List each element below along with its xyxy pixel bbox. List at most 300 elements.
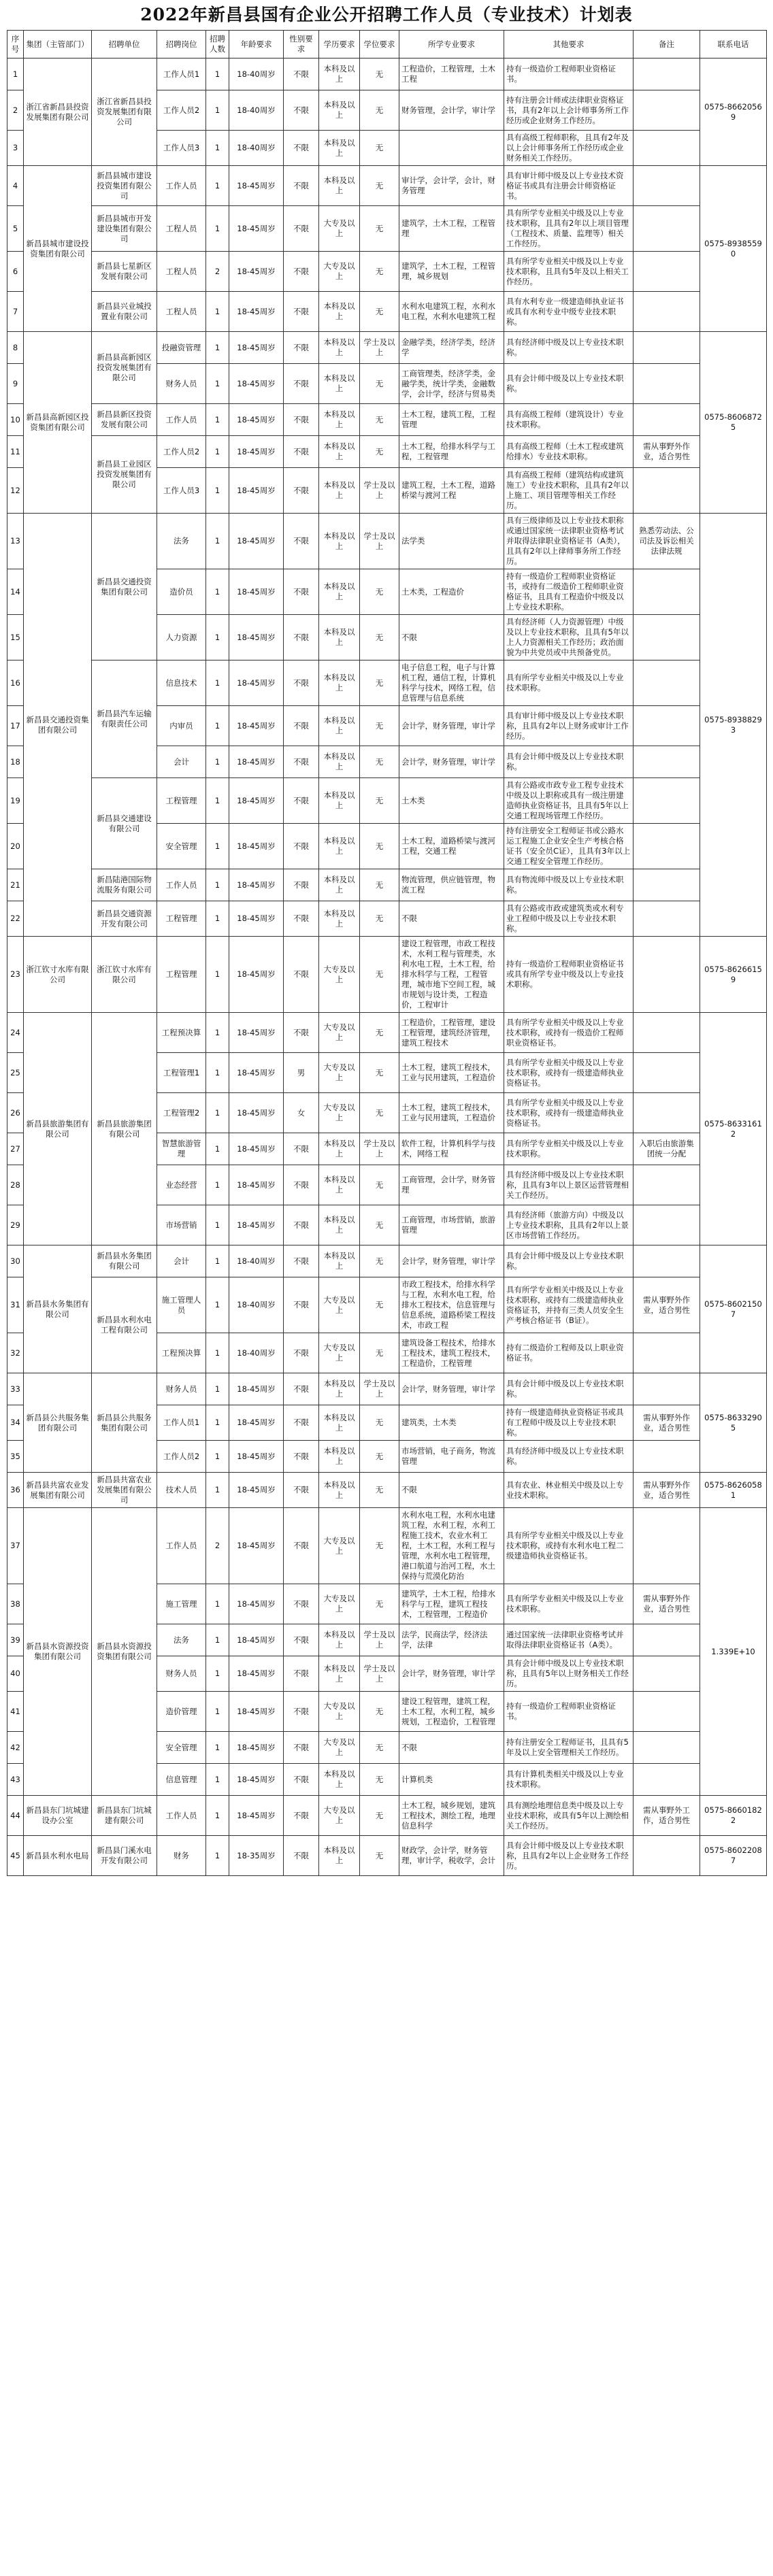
page-title: 2022年新昌县国有企业公开招聘工作人员（专业技术）计划表	[140, 5, 633, 24]
table-row	[7, 1796, 767, 1836]
degree-requirement: 无	[360, 901, 399, 937]
education-requirement: 本科及以上	[319, 436, 360, 468]
table-row	[7, 1473, 767, 1508]
education-requirement: 大专及以上	[319, 1093, 360, 1133]
row-number: 8	[7, 332, 24, 364]
major-requirement: 土木工程，给排水科学与工程，工程管理	[399, 436, 504, 468]
degree-requirement: 无	[360, 1796, 399, 1836]
other-requirement: 具有所学专业相关中级及以上专业技术职称，且具有5年及以上相关工作经历。	[504, 252, 634, 292]
age-requirement: 18-45周岁	[229, 746, 284, 778]
major-requirement: 法学类	[399, 514, 504, 569]
major-requirement: 土木类，工程造价	[399, 569, 504, 615]
header-cell: 招聘单位	[92, 31, 157, 58]
row-number: 1	[7, 58, 24, 90]
age-requirement: 18-45周岁	[229, 1764, 284, 1796]
major-requirement: 建筑设备工程技术，给排水工程技术，建筑工程技术，工程造价，工程管理	[399, 1333, 504, 1373]
gender-requirement: 不限	[284, 1508, 319, 1584]
row-number: 25	[7, 1053, 24, 1093]
row-number: 32	[7, 1333, 24, 1373]
group-name: 新昌县东门坑城建设办公室	[24, 1796, 92, 1836]
other-requirement: 具有高级工程师（建筑设计）专业技术职称。	[504, 404, 634, 436]
degree-requirement: 无	[360, 1013, 399, 1053]
remark	[634, 1508, 700, 1584]
unit-name: 新昌县水务集团有限公司	[92, 1245, 157, 1277]
remark: 需从事野外工作，适合男性	[634, 1796, 700, 1836]
gender-requirement: 不限	[284, 1692, 319, 1732]
table-row	[7, 58, 767, 90]
unit-name: 新昌县高新园区投资发展集团有限公司	[92, 332, 157, 404]
degree-requirement: 无	[360, 252, 399, 292]
post-name: 施工管理人员	[157, 1277, 206, 1333]
gender-requirement: 不限	[284, 1373, 319, 1405]
table-row	[7, 404, 767, 436]
other-requirement: 具有所学专业相关中级及以上专业技术职称。	[504, 1133, 634, 1165]
education-requirement: 本科及以上	[319, 1245, 360, 1277]
gender-requirement: 不限	[284, 1764, 319, 1796]
education-requirement: 本科及以上	[319, 746, 360, 778]
row-number: 18	[7, 746, 24, 778]
remark	[634, 332, 700, 364]
age-requirement: 18-45周岁	[229, 166, 284, 206]
gender-requirement: 不限	[284, 1656, 319, 1692]
post-count: 1	[206, 1692, 229, 1732]
degree-requirement: 无	[360, 436, 399, 468]
gender-requirement: 不限	[284, 1441, 319, 1473]
other-requirement: 具有所学专业相关中级及以上专业技术职称，或持有一级造价工程师职业资格证书。	[504, 1013, 634, 1053]
row-number: 27	[7, 1133, 24, 1165]
post-count: 2	[206, 1508, 229, 1584]
post-name: 信息技术	[157, 660, 206, 706]
gender-requirement: 不限	[284, 1165, 319, 1205]
post-count: 1	[206, 660, 229, 706]
other-requirement: 具有所学专业相关中级及以上专业技术职称。	[504, 660, 634, 706]
major-requirement: 水利水电建筑工程，水利水电工程，水利水电建筑工程	[399, 292, 504, 332]
education-requirement: 本科及以上	[319, 1133, 360, 1165]
remark	[634, 468, 700, 514]
gender-requirement: 女	[284, 1093, 319, 1133]
post-name: 工程管理	[157, 937, 206, 1013]
age-requirement: 18-40周岁	[229, 1333, 284, 1373]
header-cell: 备注	[634, 31, 700, 58]
age-requirement: 18-45周岁	[229, 1373, 284, 1405]
degree-requirement: 无	[360, 1584, 399, 1624]
row-number: 37	[7, 1508, 24, 1584]
age-requirement: 18-40周岁	[229, 1245, 284, 1277]
post-name: 造价管理	[157, 1692, 206, 1732]
degree-requirement: 学士及以上	[360, 468, 399, 514]
row-number: 20	[7, 824, 24, 869]
degree-requirement: 无	[360, 1508, 399, 1584]
degree-requirement: 无	[360, 1277, 399, 1333]
age-requirement: 18-45周岁	[229, 778, 284, 824]
major-requirement: 土木工程，建筑工程，工程管理	[399, 404, 504, 436]
age-requirement: 18-45周岁	[229, 615, 284, 660]
education-requirement: 本科及以上	[319, 824, 360, 869]
age-requirement: 18-45周岁	[229, 436, 284, 468]
unit-name: 新昌县汽车运输有限责任公司	[92, 660, 157, 778]
post-name: 工程管理	[157, 778, 206, 824]
table-row	[7, 901, 767, 937]
remark	[634, 1441, 700, 1473]
row-number: 34	[7, 1405, 24, 1441]
major-requirement: 建筑学，土木工程，工程管理，城乡规划	[399, 252, 504, 292]
degree-requirement: 无	[360, 1473, 399, 1508]
degree-requirement: 无	[360, 1441, 399, 1473]
row-number: 35	[7, 1441, 24, 1473]
post-name: 工作人员1	[157, 1405, 206, 1441]
post-count: 1	[206, 1732, 229, 1764]
table-row	[7, 778, 767, 824]
table-row	[7, 514, 767, 569]
post-count: 1	[206, 1165, 229, 1205]
education-requirement: 本科及以上	[319, 615, 360, 660]
post-count: 1	[206, 206, 229, 252]
unit-name: 新昌县交通资源开发有限公司	[92, 901, 157, 937]
major-requirement: 建筑类，土木类	[399, 1405, 504, 1441]
row-number: 7	[7, 292, 24, 332]
degree-requirement: 无	[360, 364, 399, 404]
remark	[634, 1245, 700, 1277]
post-name: 工作人员2	[157, 90, 206, 131]
header-cell: 招聘人数	[206, 31, 229, 58]
contact-phone: 0575-89385590	[700, 166, 767, 332]
other-requirement: 具有经济师中级及以上专业技术职称。	[504, 332, 634, 364]
gender-requirement: 不限	[284, 292, 319, 332]
other-requirement: 具有所学专业相关中级及以上专业技术职称，或持有水利水电工程二级建造师执业资格证书。	[504, 1508, 634, 1584]
group-name: 新昌县交通投资集团有限公司	[24, 514, 92, 937]
remark	[634, 90, 700, 131]
unit-name: 新昌县交通建设有限公司	[92, 778, 157, 869]
unit-name: 新昌陆港国际物流服务有限公司	[92, 869, 157, 901]
post-name: 工作人员3	[157, 131, 206, 166]
degree-requirement: 学士及以上	[360, 332, 399, 364]
post-name: 施工管理	[157, 1584, 206, 1624]
age-requirement: 18-45周岁	[229, 1656, 284, 1692]
other-requirement: 具有三级律师及以上专业技术职称或通过国家统一法律职业资格考试并取得法律职业资格证书（A类），且具有2年以上律师事务所工作经历。	[504, 514, 634, 569]
post-name: 工作人员	[157, 1796, 206, 1836]
post-name: 造价员	[157, 569, 206, 615]
education-requirement: 本科及以上	[319, 292, 360, 332]
unit-name: 新昌县城市开发建设集团有限公司	[92, 206, 157, 252]
gender-requirement: 不限	[284, 824, 319, 869]
header-cell: 其他要求	[504, 31, 634, 58]
degree-requirement: 无	[360, 1405, 399, 1441]
post-count: 1	[206, 436, 229, 468]
major-requirement: 市场营销，电子商务，物流管理	[399, 1441, 504, 1473]
remark: 需从事野外作业，适合男性	[634, 1405, 700, 1441]
post-count: 1	[206, 1053, 229, 1093]
post-count: 1	[206, 1656, 229, 1692]
age-requirement: 18-45周岁	[229, 1508, 284, 1584]
major-requirement: 财政学，会计学，财务管理，审计学，税收学，会计	[399, 1836, 504, 1876]
row-number: 16	[7, 660, 24, 706]
degree-requirement: 无	[360, 1692, 399, 1732]
remark: 熟悉劳动法、公司法及诉讼相关法律法规	[634, 514, 700, 569]
remark	[634, 131, 700, 166]
contact-phone: 0575-86331612	[700, 1013, 767, 1245]
post-name: 工作人员1	[157, 58, 206, 90]
education-requirement: 大专及以上	[319, 1692, 360, 1732]
contact-phone: 0575-89388293	[700, 514, 767, 937]
row-number: 43	[7, 1764, 24, 1796]
remark	[634, 1732, 700, 1764]
other-requirement: 具有所学专业相关中级及以上专业技术职称，且具有2年以上项目管理（工程技术、质量、监理等）相关工作经历。	[504, 206, 634, 252]
unit-name: 浙江省新昌县投资发展集团有限公司	[92, 58, 157, 166]
gender-requirement: 不限	[284, 1796, 319, 1836]
post-count: 1	[206, 514, 229, 569]
major-requirement: 会计学，财务管理，审计学	[399, 706, 504, 746]
gender-requirement: 不限	[284, 1732, 319, 1764]
post-name: 法务	[157, 514, 206, 569]
age-requirement: 18-45周岁	[229, 1053, 284, 1093]
row-number: 15	[7, 615, 24, 660]
other-requirement: 持有注册安全工程师证书，且具有5年及以上安全管理相关工作经历。	[504, 1732, 634, 1764]
major-requirement: 物流管理，供应链管理，物流工程	[399, 869, 504, 901]
table-row	[7, 166, 767, 206]
gender-requirement: 不限	[284, 1245, 319, 1277]
gender-requirement: 不限	[284, 90, 319, 131]
post-count: 1	[206, 869, 229, 901]
degree-requirement: 学士及以上	[360, 514, 399, 569]
age-requirement: 18-45周岁	[229, 1584, 284, 1624]
row-number: 33	[7, 1373, 24, 1405]
education-requirement: 本科及以上	[319, 1473, 360, 1508]
post-count: 1	[206, 824, 229, 869]
remark	[634, 937, 700, 1013]
education-requirement: 大专及以上	[319, 1584, 360, 1624]
unit-name: 新昌县公共服务集团有限公司	[92, 1373, 157, 1473]
major-requirement: 审计学，会计学，会计，财务管理	[399, 166, 504, 206]
age-requirement: 18-45周岁	[229, 292, 284, 332]
degree-requirement: 无	[360, 660, 399, 706]
group-name: 新昌县旅游集团有限公司	[24, 1013, 92, 1245]
table-row	[7, 252, 767, 292]
group-name: 新昌县高新园区投资集团有限公司	[24, 332, 92, 514]
gender-requirement: 不限	[284, 869, 319, 901]
age-requirement: 18-45周岁	[229, 1732, 284, 1764]
row-number: 14	[7, 569, 24, 615]
other-requirement: 具有高级工程师职称，且具有2年及以上会计师事务所工作经历或企业财务相关工作经历。	[504, 131, 634, 166]
education-requirement: 本科及以上	[319, 1165, 360, 1205]
header-cell: 学位要求	[360, 31, 399, 58]
degree-requirement: 无	[360, 292, 399, 332]
age-requirement: 18-45周岁	[229, 1473, 284, 1508]
education-requirement: 大专及以上	[319, 1732, 360, 1764]
gender-requirement: 不限	[284, 1624, 319, 1656]
degree-requirement: 学士及以上	[360, 1373, 399, 1405]
post-name: 技术人员	[157, 1473, 206, 1508]
degree-requirement: 学士及以上	[360, 1133, 399, 1165]
gender-requirement: 不限	[284, 660, 319, 706]
other-requirement: 具有经济师（旅游方向）中级及以上专业技术职称，且具有2年以上景区市场营销工作经历。	[504, 1205, 634, 1245]
table-row	[7, 332, 767, 364]
unit-name: 新昌县七星新区发展有限公司	[92, 252, 157, 292]
row-number: 21	[7, 869, 24, 901]
education-requirement: 本科及以上	[319, 90, 360, 131]
major-requirement: 不限	[399, 901, 504, 937]
age-requirement: 18-45周岁	[229, 569, 284, 615]
education-requirement: 本科及以上	[319, 514, 360, 569]
age-requirement: 18-40周岁	[229, 1277, 284, 1333]
remark: 入职后由旅游集团统一分配	[634, 1133, 700, 1165]
major-requirement: 市政工程技术，给排水科学与工程，水利水电工程，给排水工程技术，信息管理与信息系统，道路桥梁工程技术，市政工程	[399, 1277, 504, 1333]
unit-name: 浙江钦寸水库有限公司	[92, 937, 157, 1013]
degree-requirement: 无	[360, 569, 399, 615]
remark	[634, 569, 700, 615]
row-number: 26	[7, 1093, 24, 1133]
post-count: 1	[206, 166, 229, 206]
age-requirement: 18-40周岁	[229, 58, 284, 90]
other-requirement: 具有会计师中级及以上专业技术职称。	[504, 364, 634, 404]
post-name: 财务人员	[157, 364, 206, 404]
age-requirement: 18-45周岁	[229, 706, 284, 746]
education-requirement: 大专及以上	[319, 1333, 360, 1373]
post-name: 内审员	[157, 706, 206, 746]
gender-requirement: 不限	[284, 1333, 319, 1373]
table-row	[7, 1508, 767, 1584]
other-requirement: 具有经济师中级及以上专业技术职称，且具有3年以上景区运营管理相关工作经历。	[504, 1165, 634, 1205]
other-requirement: 具有物流师中级及以上专业技术职称。	[504, 869, 634, 901]
degree-requirement: 学士及以上	[360, 1624, 399, 1656]
post-count: 1	[206, 364, 229, 404]
table-row	[7, 937, 767, 1013]
other-requirement: 持有注册会计师或法律职业资格证书，具有2年以上会计师事务所工作经历或企业财务工作经历。	[504, 90, 634, 131]
major-requirement: 会计学，财务管理，审计学	[399, 1656, 504, 1692]
row-number: 44	[7, 1796, 24, 1836]
remark: 需从事野外作业，适合男性	[634, 1277, 700, 1333]
education-requirement: 本科及以上	[319, 778, 360, 824]
post-name: 安全管理	[157, 824, 206, 869]
table-row	[7, 1277, 767, 1333]
age-requirement: 18-45周岁	[229, 364, 284, 404]
contact-phone: 0575-86260581	[700, 1473, 767, 1508]
age-requirement: 18-45周岁	[229, 514, 284, 569]
post-name: 会计	[157, 746, 206, 778]
degree-requirement: 无	[360, 131, 399, 166]
contact-phone: 0575-86332905	[700, 1373, 767, 1473]
unit-name: 新昌县门溪水电开发有限公司	[92, 1836, 157, 1876]
education-requirement: 本科及以上	[319, 1441, 360, 1473]
remark	[634, 206, 700, 252]
unit-name: 新昌县兴业城投置业有限公司	[92, 292, 157, 332]
remark: 需从事野外作业，适合男性	[634, 436, 700, 468]
age-requirement: 18-45周岁	[229, 1796, 284, 1836]
post-name: 工作人员	[157, 869, 206, 901]
education-requirement: 本科及以上	[319, 364, 360, 404]
age-requirement: 18-45周岁	[229, 1013, 284, 1053]
major-requirement: 工商管理，会计学，财务管理	[399, 1165, 504, 1205]
contact-phone: 0575-86620569	[700, 58, 767, 166]
row-number: 24	[7, 1013, 24, 1053]
post-count: 1	[206, 404, 229, 436]
age-requirement: 18-45周岁	[229, 869, 284, 901]
gender-requirement: 不限	[284, 206, 319, 252]
row-number: 19	[7, 778, 24, 824]
education-requirement: 本科及以上	[319, 332, 360, 364]
unit-name: 新昌县水资源投资集团有限公司	[92, 1508, 157, 1796]
unit-name: 新昌县水利水电工程有限公司	[92, 1277, 157, 1373]
remark	[634, 1053, 700, 1093]
major-requirement: 财务管理，会计学，审计学	[399, 90, 504, 131]
header-cell: 联系电话	[700, 31, 767, 58]
education-requirement: 本科及以上	[319, 660, 360, 706]
education-requirement: 本科及以上	[319, 166, 360, 206]
major-requirement: 建筑学，土木工程，工程管理	[399, 206, 504, 252]
age-requirement: 18-45周岁	[229, 468, 284, 514]
remark	[634, 292, 700, 332]
unit-name: 新昌县交通投资集团有限公司	[92, 514, 157, 660]
major-requirement: 土木工程，建筑工程技术，工业与民用建筑，工程造价	[399, 1093, 504, 1133]
degree-requirement: 无	[360, 869, 399, 901]
major-requirement: 计算机类	[399, 1764, 504, 1796]
other-requirement: 具有会计师中级及以上专业技术职称。	[504, 746, 634, 778]
gender-requirement: 不限	[284, 1277, 319, 1333]
gender-requirement: 不限	[284, 436, 319, 468]
table-row	[7, 436, 767, 468]
gender-requirement: 不限	[284, 1013, 319, 1053]
other-requirement: 持有一级建造师执业资格证书或具有工程师中级及以上专业技术职称。	[504, 1405, 634, 1441]
group-name: 新昌县公共服务集团有限公司	[24, 1373, 92, 1473]
post-count: 1	[206, 937, 229, 1013]
remark	[634, 1165, 700, 1205]
row-number: 6	[7, 252, 24, 292]
age-requirement: 18-35周岁	[229, 1836, 284, 1876]
row-number: 13	[7, 514, 24, 569]
post-name: 业态经营	[157, 1165, 206, 1205]
gender-requirement: 不限	[284, 468, 319, 514]
table-body	[7, 58, 767, 1876]
post-name: 信息管理	[157, 1764, 206, 1796]
post-name: 工作人员2	[157, 1441, 206, 1473]
post-name: 工程人员	[157, 292, 206, 332]
degree-requirement: 无	[360, 1053, 399, 1093]
age-requirement: 18-40周岁	[229, 131, 284, 166]
table-row	[7, 1013, 767, 1053]
gender-requirement: 不限	[284, 1205, 319, 1245]
header-row	[7, 31, 767, 58]
gender-requirement: 不限	[284, 1405, 319, 1441]
post-name: 工程人员	[157, 206, 206, 252]
degree-requirement: 无	[360, 1764, 399, 1796]
age-requirement: 18-45周岁	[229, 404, 284, 436]
major-requirement: 电子信息工程，电子与计算机工程，通信工程，计算机科学与技术，网络工程，信息管理与信息系统	[399, 660, 504, 706]
age-requirement: 18-45周岁	[229, 252, 284, 292]
post-count: 1	[206, 901, 229, 937]
remark	[634, 1764, 700, 1796]
education-requirement: 本科及以上	[319, 1205, 360, 1245]
degree-requirement: 无	[360, 1165, 399, 1205]
table-row	[7, 1373, 767, 1405]
row-number: 4	[7, 166, 24, 206]
major-requirement: 工程造价，工程管理，建设工程管理，建筑经济管理，建筑工程技术	[399, 1013, 504, 1053]
post-count: 1	[206, 746, 229, 778]
header-cell: 性别要求	[284, 31, 319, 58]
education-requirement: 大专及以上	[319, 1053, 360, 1093]
remark	[634, 901, 700, 937]
other-requirement: 具有经济师（人力资源管理）中级及以上专业技术职称，且具有5年以上人力资源相关工作经历；政治面貌为中共党员或中共预备党员。	[504, 615, 634, 660]
degree-requirement: 无	[360, 206, 399, 252]
header-cell: 招聘岗位	[157, 31, 206, 58]
remark: 需从事野外作业，适合男性	[634, 1584, 700, 1624]
row-number: 10	[7, 404, 24, 436]
post-name: 工程预决算	[157, 1333, 206, 1373]
major-requirement: 建设工程管理，建筑工程，土木工程，水利工程，城乡规划，工程造价，工程管理	[399, 1692, 504, 1732]
post-count: 1	[206, 706, 229, 746]
gender-requirement: 不限	[284, 706, 319, 746]
remark	[634, 364, 700, 404]
post-count: 1	[206, 1624, 229, 1656]
age-requirement: 18-45周岁	[229, 1692, 284, 1732]
